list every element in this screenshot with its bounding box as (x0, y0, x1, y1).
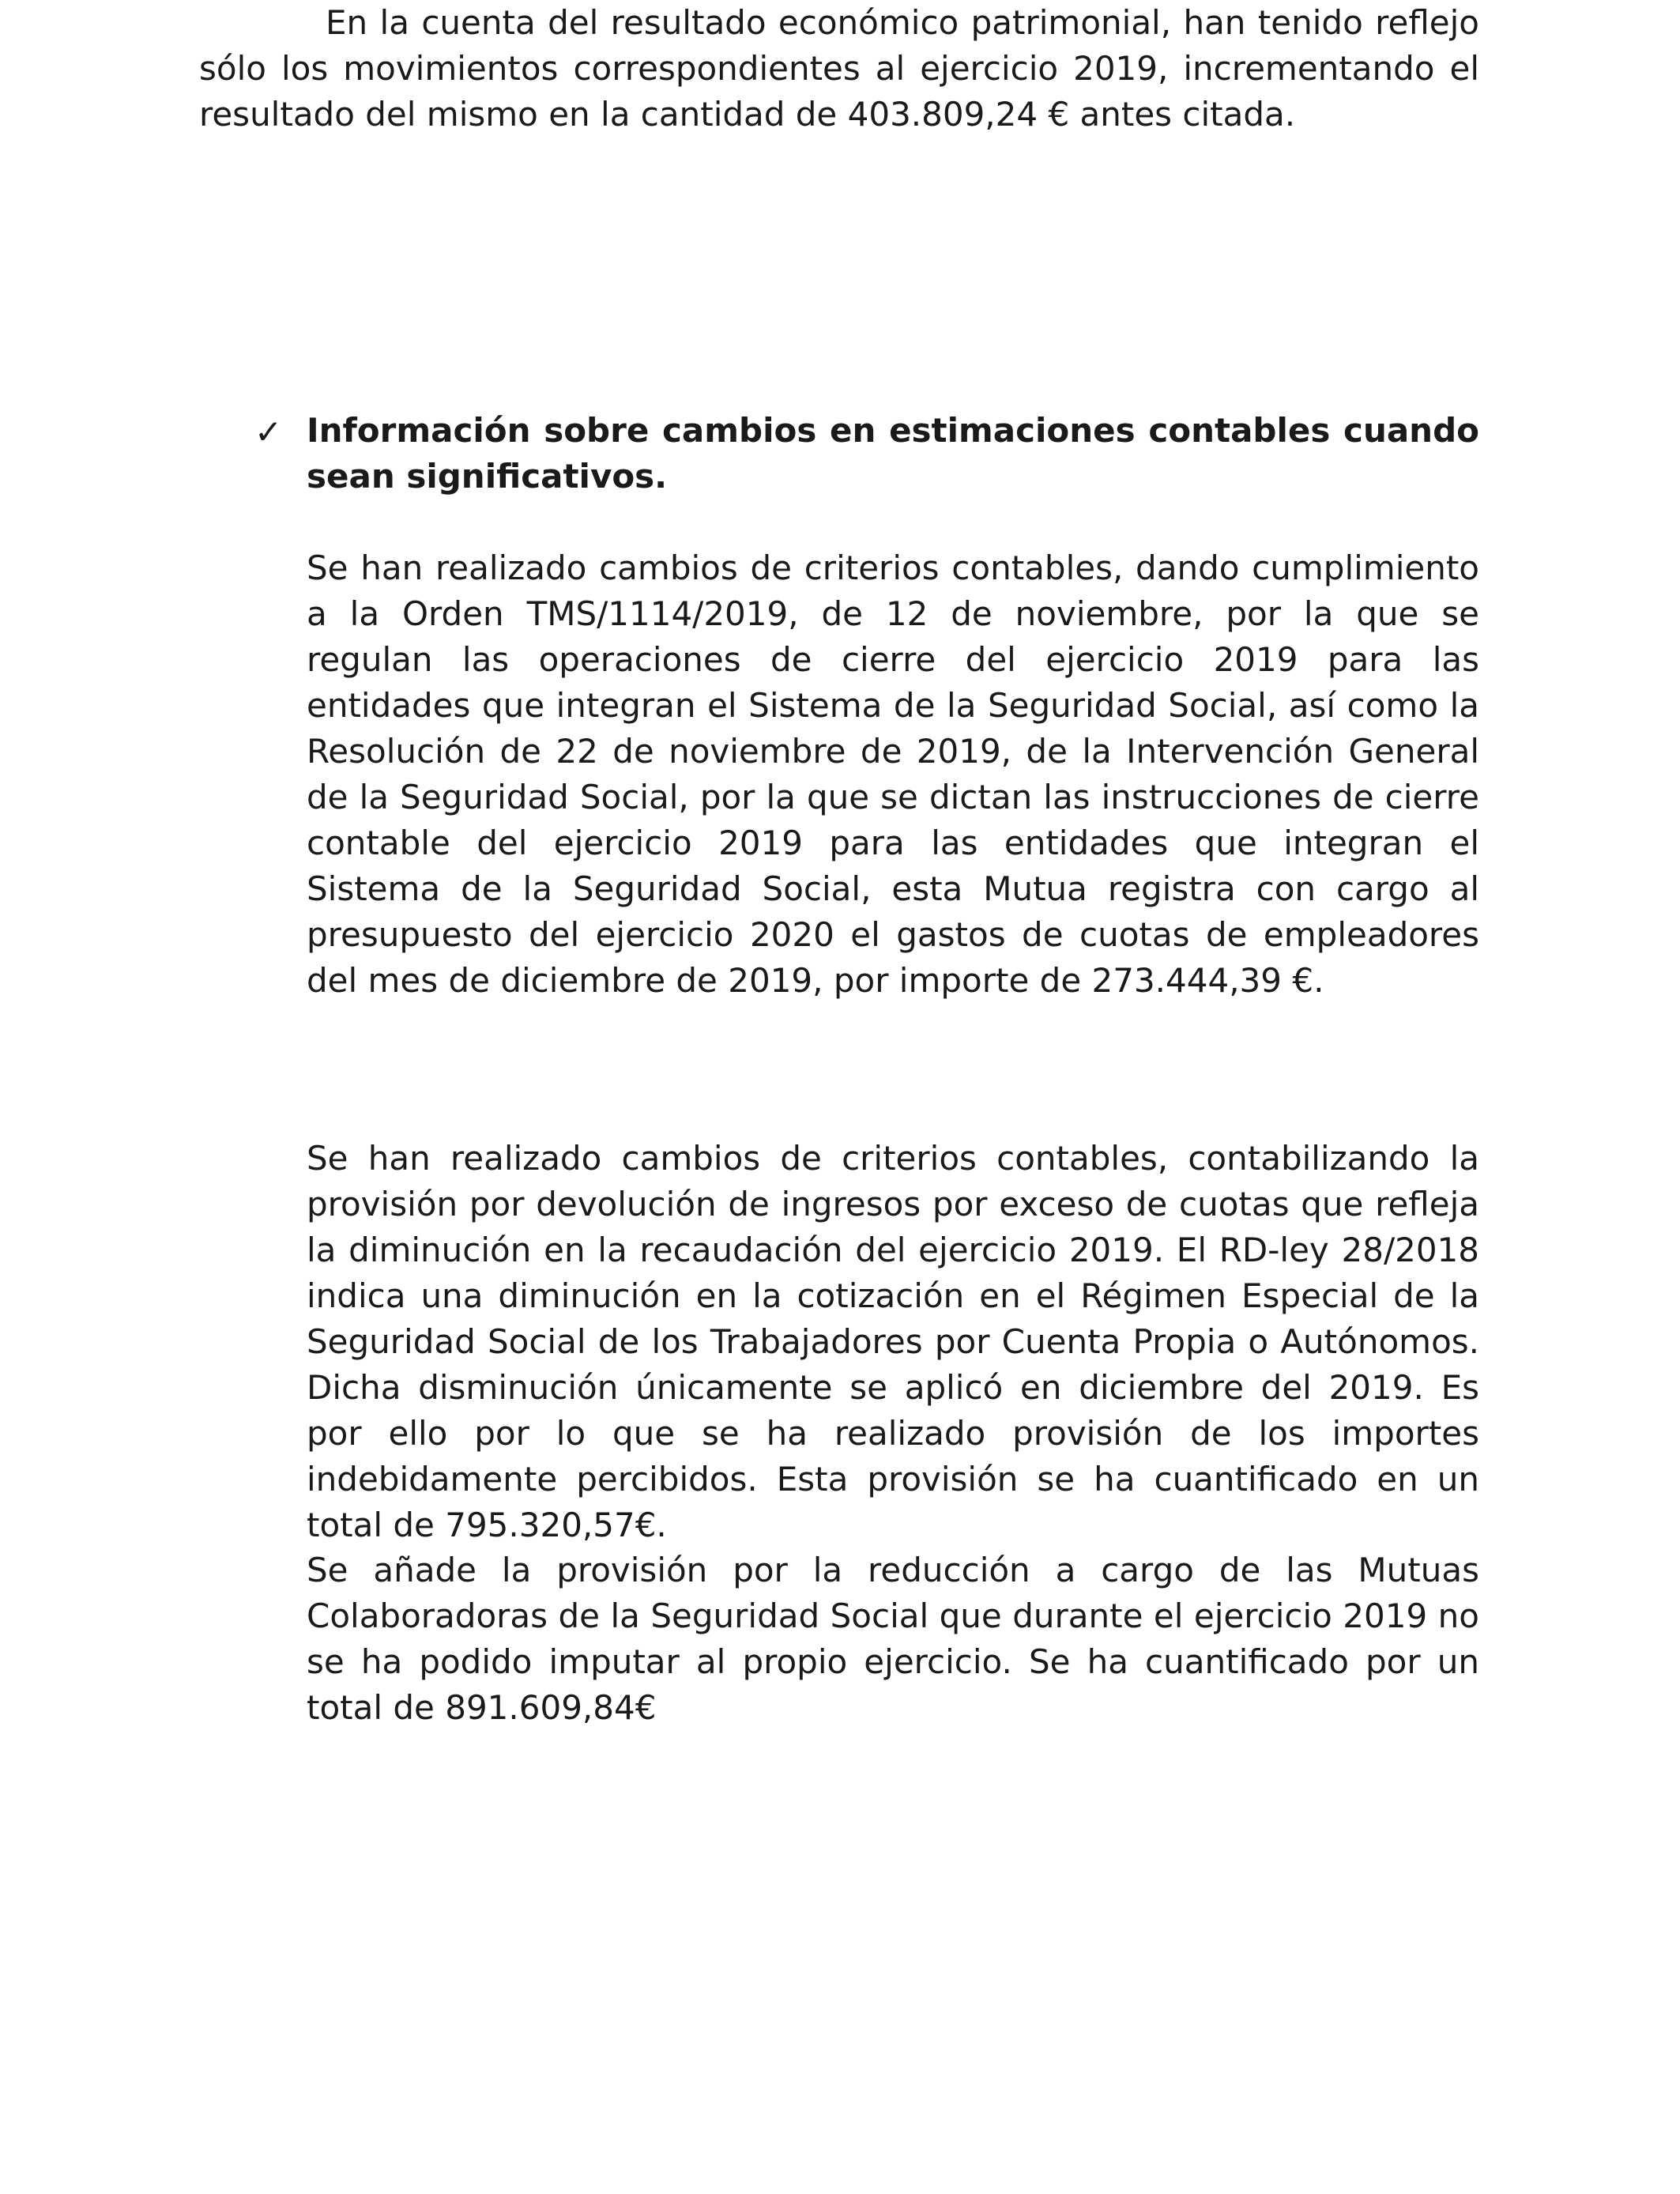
body-paragraph-2: Se han realizado cambios de criterios contables, contabilizando la provisión por devolución de ingresos por exceso de cuotas que refleja la diminución en la recaudación del ejercicio 2019. El RD-ley 28/2018 indica una diminución en la cotización en el Régimen Especial de la Seguridad Social de los Trabajadores por Cuenta Propia o Autónomos. Dicha disminución únicamente se aplicó en diciembre del 2019. Es por ello por lo que se ha realizado provisión de los importes indebidamente percibidos. Esta provisión se ha cuantificado en un total de 795.320,57€. (307, 1139, 1479, 1544)
body-paragraph-1: Se han realizado cambios de criterios contables, dando cumplimiento a la Orden TMS/1114/2019, de 12 de noviembre, por la que se regulan las operaciones de cierre del ejercicio 2019 para las entidades que integran el Sistema de la Seguridad Social, así como la Resolución de 22 de noviembre de 2019, de la Intervención General de la Seguridad Social, por la que se dictan las instrucciones de cierre contable del ejercicio 2019 para las entidades que integran el Sistema de la Seguridad Social, esta Mutua registra con cargo al presupuesto del ejercicio 2020 el gastos de cuotas de empleadores del mes de diciembre de 2019, por importe de 273.444,39 €. (307, 548, 1479, 1000)
intro-paragraph: En la cuenta del resultado económico patrimonial, han tenido reflejo sólo los movimientos correspondientes al ejercicio 2019, incrementando el resultado del mismo en la cantidad de 403.809,24 € antes citada. (199, 3, 1479, 134)
body-paragraph-3: Se añade la provisión por la reducción a cargo de las Mutuas Colaboradoras de la Seguridad Social que durante el ejercicio 2019 no se ha podido imputar al propio ejercicio. Se ha cuantificado por un total de 891.609,84€ (307, 1551, 1479, 1727)
checkmark-icon: ✓ (254, 413, 283, 451)
section-heading: Información sobre cambios en estimaciones contables cuando sean significativos. (307, 411, 1479, 496)
